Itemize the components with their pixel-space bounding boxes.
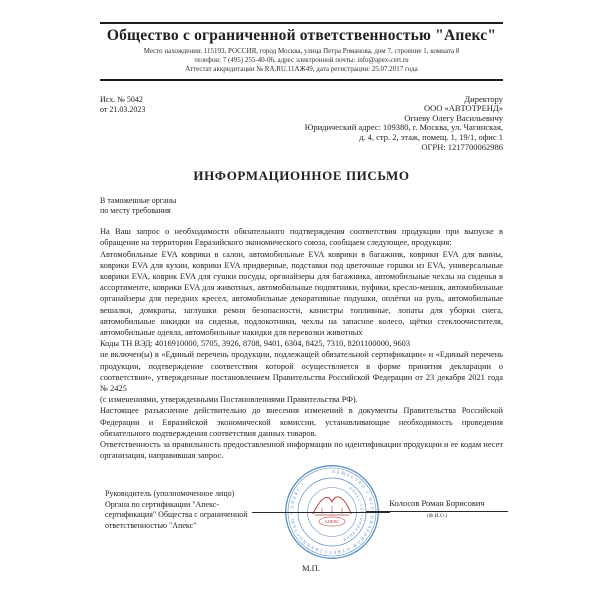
letterhead-address: Место нахождения: 115193, РОССИЯ, город Москва, улица Петра Романова, дом 7, строение 1, комната 8 [143, 47, 460, 55]
body-paragraph: не включен(ы) в «Единый перечень продукции, подлежащей обязательной сертификации» и «Единый перечень продукции, подтверждение соответствия которой осуществляется в форме принятия декларации о соответствии», утвержденные постановлением Правительства Российской Федерации от 23 декабря 2021 года № 2425 [100, 350, 503, 394]
svg-text:АПЕКС-СЕРТИФИКАЦИЯ [342, 486, 364, 542]
company-name: Общество с ограниченной ответственностью "Апекс" [106, 27, 497, 44]
stamp-center-text: АПЕКС [324, 519, 340, 525]
recipient-line: д. 4, стр. 2, этаж, помещ. 1, 19/1, офис 1 [359, 131, 503, 142]
signer-title-line: Руководитель (уполномоченное лицо) [105, 489, 235, 499]
body-paragraph: Ответственность за правильность предоставленной информации по идентификации продукции и ее кодам несет организация, направившая запрос. [100, 440, 503, 461]
document-title: ИНФОРМАЦИОННОЕ ПИСЬМО [193, 168, 410, 184]
body-text [100, 226, 503, 461]
addressee-note [100, 196, 503, 216]
body-paragraph: Коды ТН ВЭД: 4016910000, 5705, 3926, 8708, 9401, 6304, 8425, 7310, 8201100000, 9603 [100, 339, 411, 349]
recipient-block [305, 95, 503, 153]
recipient-line: Юридический адрес: 109380, г. Москва, ул. Чагинская, [304, 122, 503, 133]
signer-name-caption: (Ф.И.О.) [426, 513, 448, 520]
stamp-place-note: М.П. [302, 563, 320, 574]
body-paragraph: Автомобильные EVA коврики в салон, автомобильные EVA коврики в багажник, коврики EVA для ванны, коврики EVA для кухни, коврики EVA придверные, подставки под цветочные горшки из EVA, универсальные коврики EVA, коврик EVA для сушки посуды, органайзеры для багажника, автомобильные чехлы на сиденья в ассортименте, коврики EVA для животных, автомобильные подпятники, пуфики, кресло-мешок, автомобильные органайзеры для передних кресел, автомобильные декоративные подушки, оплётки на руль, автомобильные вешалки, домкраты, заглушки ремня безопасности, канистры топливные, лопаты для уборки снега, автомобильные накидки на сиденья, подлокотники, чехлы на запасное колесо, щётки стеклоочистителя, автомобильные одеяла, автомобильные накидки для перевозки животных [100, 249, 503, 337]
letterhead [100, 22, 503, 81]
signer-name: Колосов Роман Борисович [366, 498, 508, 512]
stamp-inner-ring-text: АПЕКС-СЕРТИФИКАЦИЯ [341, 486, 365, 543]
outgoing-reference [100, 95, 145, 153]
body-paragraph: На Ваш запрос о необходимости обязательного подтверждения соответствия продукции при выпуске в обращение на территории Евразийского экономического союза, сообщаем следующее, продукция: [100, 227, 503, 248]
signer-name-block [366, 498, 508, 519]
stamp-outer-ring-text: ОБЩЕСТВО С ОГРАНИЧЕННОЙ ОТВЕТСТВЕННОСТЬЮ • АПЕКС • [288, 469, 376, 556]
signer-title-line: Органа по сертификации "Апекс- [105, 499, 219, 509]
signer-title-block [105, 489, 280, 531]
letterhead-contact: телефон: 7 (495) 255-40-06, адрес электронной почты: info@apex-cert.ru [194, 56, 409, 65]
body-paragraph: Настоящее разъяснение действительно до внесения изменений в документы Правительства Российской Федерации и Евразийской экономической комиссии, устанавливающие необходимость проведения обязательного подтверждения соответствия данных товаров. [100, 406, 503, 438]
recipient-line: Директору [464, 93, 503, 104]
recipient-line: Огневу Олегу Васильевичу [404, 112, 503, 123]
outgoing-date: от 21.03.2023 [100, 104, 146, 114]
signer-title-line: ответственностью "Апекс" [105, 520, 197, 530]
recipient-line: ОГРН: 1217700062986 [421, 141, 503, 152]
reference-row [100, 95, 503, 153]
signature-area [100, 469, 503, 600]
letterhead-accreditation: Аттестат аккредитации № RA.RU.11АЖ49, дата регистрации: 25.07.2017 года [185, 65, 418, 74]
recipient-line: ООО «АВТОТРЕНД» [423, 103, 503, 114]
outgoing-number: Исх. № 5042 [100, 94, 143, 104]
addressee-line: по месту требования [100, 206, 171, 216]
body-paragraph: (с изменениями, утвержденными Постановлениями Правительства РФ). [100, 395, 358, 405]
addressee-line: В таможенные органы [100, 196, 177, 206]
signer-title-line: сертификация" Общества с ограниченной [105, 510, 248, 520]
